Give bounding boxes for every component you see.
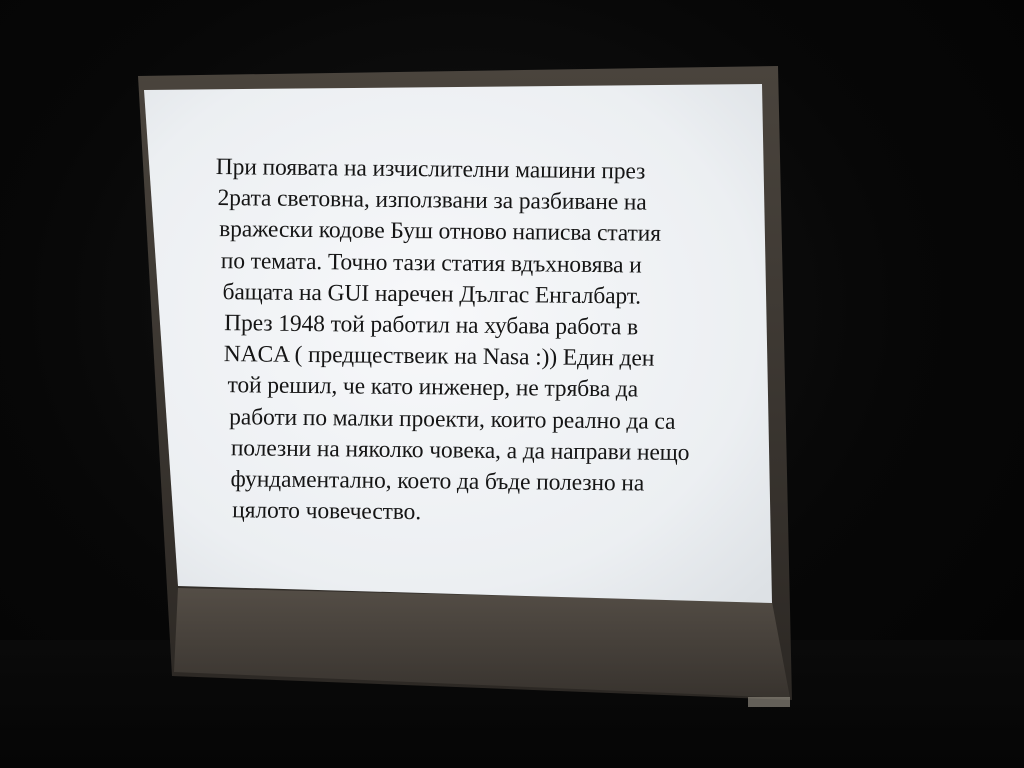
- slide-line: фундаментално, което да бъде полезно на: [230, 466, 645, 497]
- slide-line: През 1948 той работил на хубава работа в: [224, 310, 639, 341]
- slide-line: цялото човечество.: [232, 497, 422, 526]
- slide-line: При появата на изчислителни машини през: [215, 154, 646, 185]
- screen-lower-band: [174, 588, 790, 698]
- slide-line: 2рата световна, използвани за разбиване на: [217, 185, 647, 216]
- slide-line: вражески кодове Буш отново написва статия: [219, 216, 662, 248]
- slide-line: той решил, че като инженер, не трябва да: [227, 372, 639, 403]
- screen-pull-tab: [748, 697, 790, 707]
- slide-line: NACA ( предществеик на Nasa :)) Един ден: [223, 341, 655, 372]
- slide-line: работи по малки проекти, които реално да са: [229, 403, 676, 435]
- slide-line: по темата. Точно тази статия вдъхновява и: [220, 247, 642, 279]
- slide-line: бащата на GUI наречен Дългас Енгалбарт.: [222, 278, 642, 310]
- slide-text-block: [208, 152, 732, 532]
- slide-line: полезни на няколко човека, а да направи нещо: [230, 435, 690, 466]
